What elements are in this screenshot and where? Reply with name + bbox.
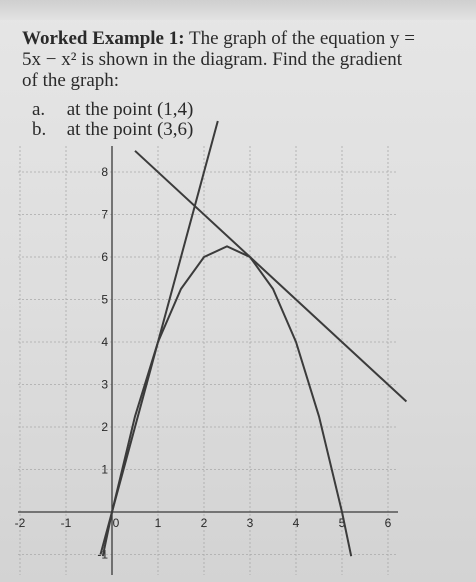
y-tick-label: -1 [97,547,108,562]
y-tick-label: 2 [101,420,108,434]
problem-text-line-3: of the graph: [22,70,120,91]
x-tick-label: 4 [292,516,300,530]
plot-lines [101,121,407,556]
parabola-curve [103,246,351,556]
y-tick-label: 3 [101,377,108,392]
example-heading: Worked Example 1: [22,28,185,49]
x-tick-label: 0 [112,516,120,530]
y-tick-label: 7 [101,207,108,222]
x-tick-label: 3 [246,516,254,530]
part-a-letter: a. [32,99,46,120]
y-tick-label: 5 [101,292,108,307]
part-a-text: at the point (1,4) [66,99,194,120]
x-tick-label: 1 [154,516,162,530]
tangent-line-1 [101,121,218,555]
x-tick-label: 2 [200,516,208,530]
problem-text-line-1: The graph of the equation y = [188,28,415,49]
x-tick-label: -2 [14,516,26,530]
y-tick-label: 8 [101,165,108,179]
x-tick-label: -1 [60,516,72,530]
part-b-text: at the point (3,6) [66,119,194,140]
y-tick-label: 4 [101,335,108,349]
y-tick-label: 1 [101,462,108,477]
y-tick-label: 6 [101,250,108,264]
tick-labels [15,165,392,562]
part-b-letter: b. [32,119,47,140]
x-tick-label: 6 [384,516,392,530]
problem-text-line-2: 5x − x² is shown in the diagram. Find the gradient [22,49,402,70]
x-tick-label: 5 [338,516,346,530]
